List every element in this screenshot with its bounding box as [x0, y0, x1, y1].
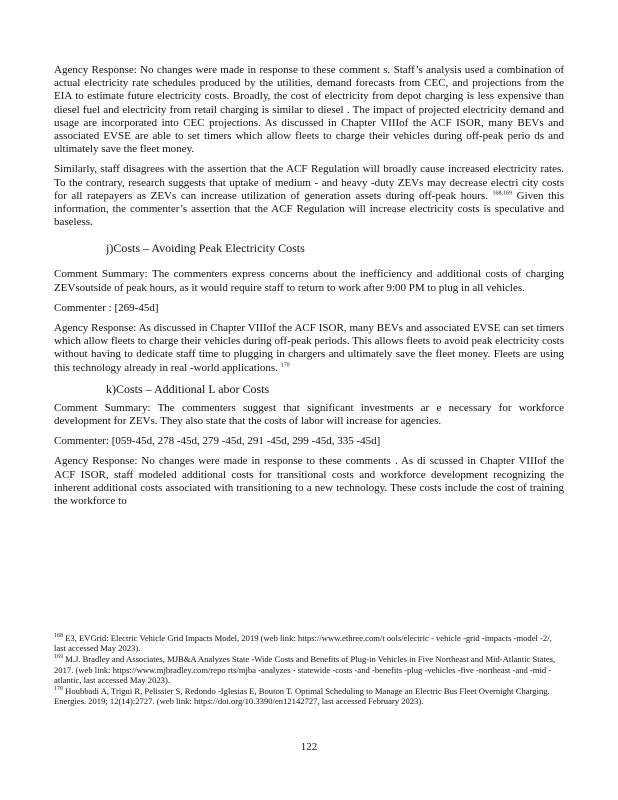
- footnote-168: [54, 633, 564, 653]
- footnote-number: 168: [54, 633, 63, 640]
- paragraph-similarly: [54, 163, 564, 229]
- footnote-text: E3, EVGrid: Electric Vehicle Grid Impacts Model, 2019 (web link: https://www.ethree.com/t ools/electric - vehicle -grid -impacts -model -2/, last accessed May 2023).: [54, 633, 552, 654]
- paragraph-commenter-j: Commenter : [269-45d]: [54, 301, 159, 314]
- main-text: [54, 64, 564, 515]
- footnote-ref-168-169: 168,169: [492, 190, 513, 197]
- paragraph-commenter-k: Commenter: [059-45d, 278 -45d, 279 -45d, 291 -45d, 299 -45d, 335 -45d]: [54, 435, 381, 448]
- section-heading-j: j)Costs – Avoiding Peak Electricity Costs: [106, 241, 305, 256]
- section-heading-k: k)Costs – Additional L abor Costs: [106, 381, 270, 396]
- footnote-170: [54, 686, 564, 706]
- paragraph-agency-response-1: Agency Response: No changes were made in response to these comment s. Staff’s analysis used a combination of actual electricity rate schedules produced by the utilities, demand forecasts from CEC, and projections from the EIA to estimate future electricity costs. Broadly, the cost of electricity from depot charging is less expensive than diesel fuel and electricity from retail charging is similar to diesel . The impact of projected electricity demand and usage are incorporated into CEC projections. As discussed in Chapter VIIIof the ACF ISOR, many BEVs and associated EVSE are able to set timers which allow fleets to charge their vehicles during off-peak perio ds and ultimately save the fleet money.: [54, 64, 564, 156]
- paragraph-text: Agency Response: As discussed in Chapter VIIIof the ACF ISOR, many BEVs and associated EVSE can set timers which allow fleets to charge their vehicles during off-peak periods. This allows fleets to avoid peak electricity costs without having to dedicate staff time to plugging in chargers and ultimately save the fleet money. Fleets are using this technology already in real -world applications.: [54, 322, 564, 374]
- footnotes: [54, 633, 564, 707]
- paragraph-text-tail: Given this information, the commenter’s assertion that the ACF Regulation will increase electricity costs is speculative and baseless.: [54, 189, 565, 229]
- paragraph-comment-summary-k: Comment Summary: The commenters suggest that significant investments ar e necessary for workforce development for ZEVs. They also state that the costs of labor will increase for agencies.: [54, 401, 564, 428]
- footnote-text: M.J. Bradley and Associates, MJB&A Analyzes State -Wide Costs and Benefits of Plug-in Vehicles in Five Northeast and Mid-Atlantic States, 2017. (web link: https://www.mjbradley.com/repo rts/mjba -analyzes - statewide -costs -and -benefits -plug -vehicles -five -northeast -and -mid -atlantic, last accessed May 2023).: [54, 654, 556, 685]
- footnote-text: Houbbadi A, Trigui R, Pelissier S, Redondo -Iglesias E, Bouton T. Optimal Scheduling to Manage an Electric Bus Fleet Overnight Charging. Energies. 2019; 12(14):2727. (web link: https://doi.org/10.3390/en12142727, last accessed February 2023).: [54, 686, 550, 707]
- paragraph-comment-summary-j: Comment Summary: The commenters express concerns about the inefficiency and additional costs of charging ZEVsoutside of peak hours, as it would require staff to return to work after 9:00 PM to plug in all vehicles.: [54, 268, 564, 294]
- paragraph-text: Similarly, staff disagrees with the assertion that the ACF Regulation will broadly cause increased electricity rates. To the contrary, research suggests that uptake of medium - and heavy -duty ZEVs may decrease electri city costs for all ratepayers as ZEVs can increase utilization of generation assets during off-peak hours.: [54, 163, 564, 202]
- footnote-ref-170: 170: [280, 362, 290, 368]
- footnote-number: 169: [54, 654, 63, 661]
- paragraph-agency-response-j: [54, 322, 564, 375]
- page-number: 122: [300, 741, 318, 753]
- footnote-169: [54, 654, 564, 685]
- paragraph-agency-response-k: Agency Response: No changes were made in response to these comments . As di scussed in Chapter VIIIof the ACF ISOR, staff modeled additional costs for transitional costs and workforce development recognizing the inherent additional costs associated with transitioning to a new technology. These costs include the cost of training the workforce to: [54, 455, 564, 508]
- footnote-number: 170: [54, 686, 63, 693]
